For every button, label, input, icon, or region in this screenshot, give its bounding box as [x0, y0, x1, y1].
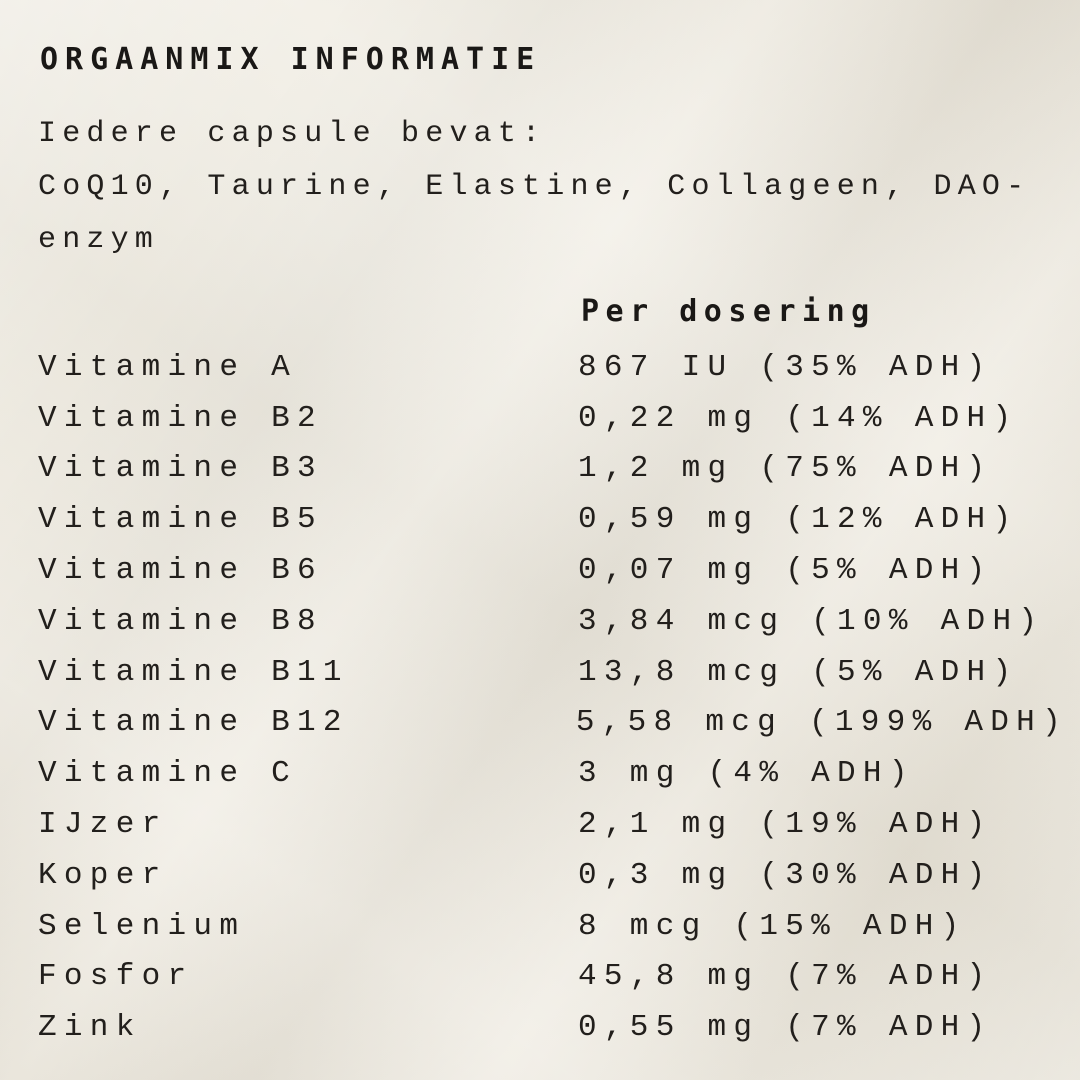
page-title: ORGAANMIX INFORMATIE — [40, 42, 542, 77]
nutrient-value: 0,59 mg (12% ADH) — [578, 502, 1019, 538]
nutrient-name: Selenium — [38, 908, 246, 944]
table-row — [38, 1002, 1068, 1053]
nutrient-name: Vitamine A — [38, 349, 298, 385]
intro-line-contains: Iedere capsule bevat: — [38, 117, 547, 151]
nutrient-value: 3 mg (4% ADH) — [578, 756, 915, 792]
nutrient-name: Vitamine B5 — [38, 502, 323, 538]
table-row — [38, 850, 1068, 901]
table-row — [38, 901, 1068, 952]
table-row — [38, 545, 1068, 596]
table-row — [38, 748, 1068, 799]
nutrient-value: 13,8 mcg (5% ADH) — [578, 654, 1019, 690]
nutrient-name: Vitamine B3 — [38, 451, 323, 487]
table-row — [38, 393, 1068, 444]
nutrient-name: Koper — [38, 857, 168, 893]
nutrient-value: 2,1 mg (19% ADH) — [578, 807, 993, 843]
nutrient-name: Zink — [38, 1010, 142, 1046]
table-row — [38, 647, 1068, 698]
nutrient-value: 1,2 mg (75% ADH) — [578, 451, 993, 487]
nutrient-table — [38, 342, 1068, 1053]
nutrient-name: IJzer — [38, 807, 168, 843]
nutrient-value: 0,55 mg (7% ADH) — [578, 1010, 993, 1046]
nutrient-name: Vitamine B8 — [38, 603, 323, 639]
intro-text — [38, 108, 1038, 267]
table-row — [38, 799, 1068, 850]
nutrient-name: Vitamine B6 — [38, 553, 323, 589]
nutrient-value: 0,07 mg (5% ADH) — [578, 553, 993, 589]
nutrient-value: 5,58 mcg (199% ADH) — [575, 705, 1068, 741]
nutrient-value: 0,22 mg (14% ADH) — [578, 400, 1019, 436]
table-row — [38, 596, 1068, 647]
nutrient-value: 45,8 mg (7% ADH) — [578, 959, 993, 995]
nutrient-name: Fosfor — [38, 959, 194, 995]
table-row — [38, 952, 1068, 1003]
table-row — [38, 342, 1068, 393]
nutrient-value: 3,84 mcg (10% ADH) — [578, 603, 1045, 639]
intro-line-ingredients-cont: enzym — [38, 223, 160, 257]
nutrient-value: 8 mcg (15% ADH) — [578, 908, 967, 944]
nutrient-name: Vitamine C — [38, 756, 298, 792]
intro-line-ingredients: CoQ10, Taurine, Elastine, Collageen, DAO- — [38, 170, 1031, 204]
nutrient-value: 0,3 mg (30% ADH) — [578, 857, 993, 893]
nutrient-name: Vitamine B12 — [38, 705, 349, 741]
nutrient-value: 867 IU (35% ADH) — [578, 349, 993, 385]
table-row — [38, 698, 1068, 749]
nutrient-name: Vitamine B2 — [38, 400, 323, 436]
table-row — [38, 494, 1068, 545]
nutrient-name: Vitamine B11 — [38, 654, 349, 690]
table-row — [38, 444, 1068, 495]
per-dose-header: Per dosering — [581, 294, 876, 329]
